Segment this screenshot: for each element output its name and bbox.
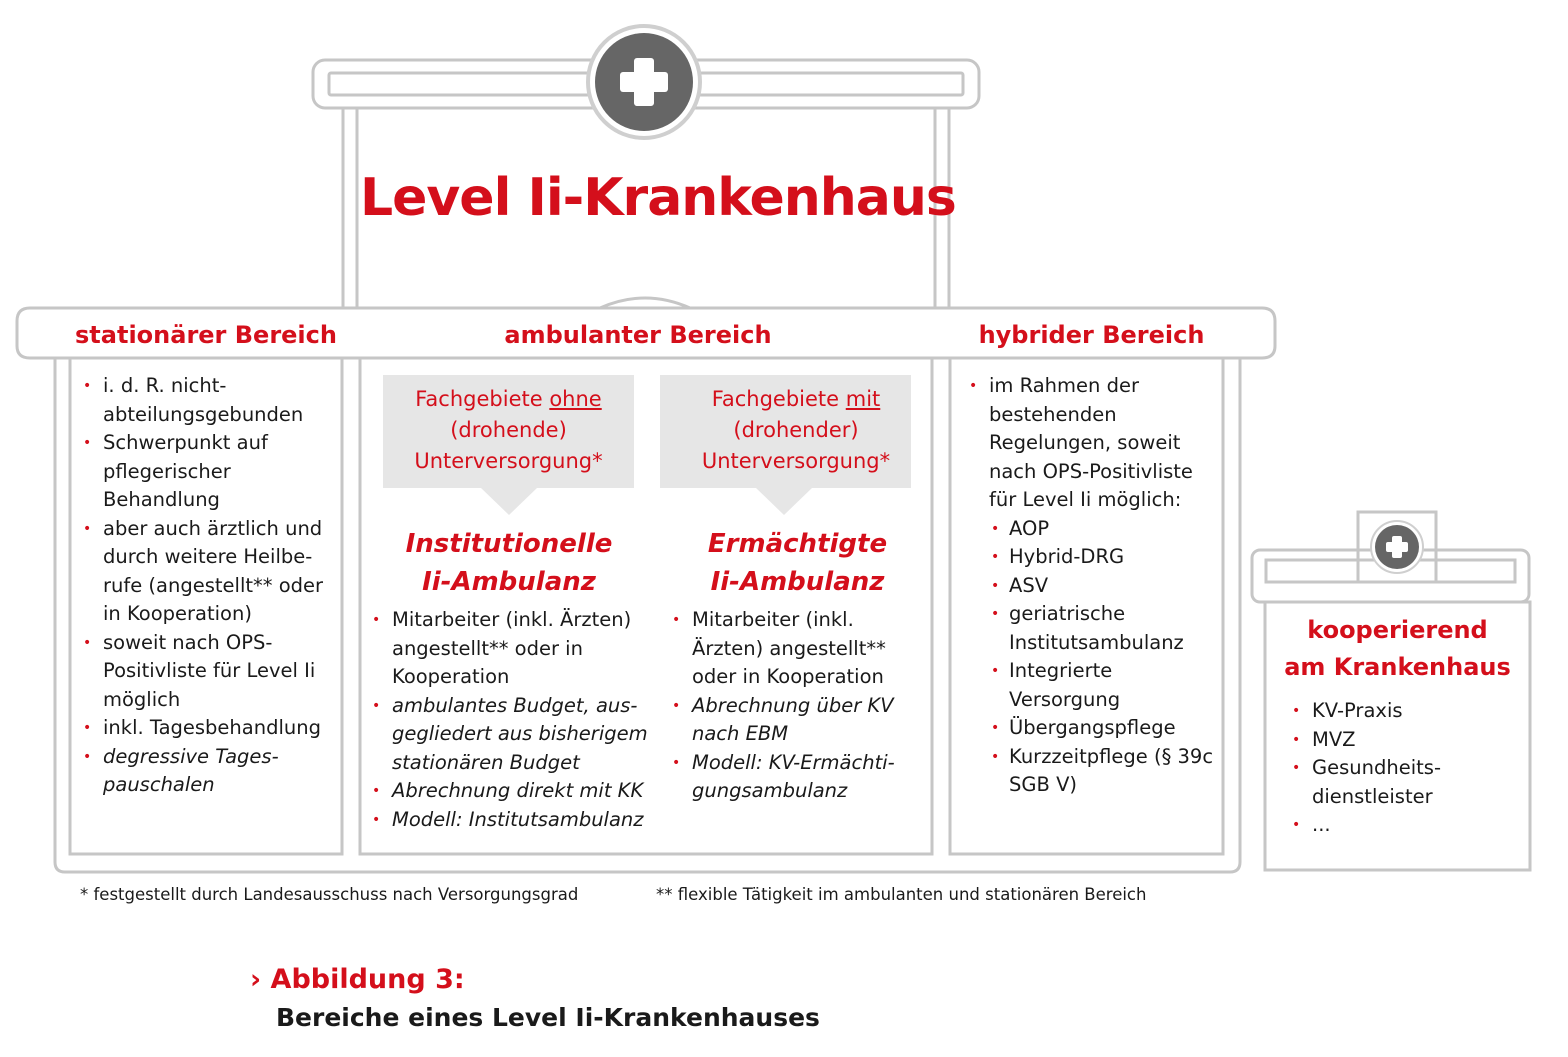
hybrid-item: • ASV xyxy=(987,572,1220,601)
ambulanz-right-item: • Abrechnung über KV nach EBM xyxy=(668,692,908,749)
stationary-content xyxy=(79,372,341,800)
stationary-item: • degressive Tages-pauschalen xyxy=(79,743,341,800)
ambulanz-left-title-line1: Institutionelle xyxy=(405,529,613,559)
cross-icon-small xyxy=(1371,521,1423,573)
cooperating-list xyxy=(1288,697,1520,840)
footnote-one: * festgestellt durch Landesausschuss nach Versorgungsgrad xyxy=(80,885,579,904)
hybrid-intro: • im Rahmen der bestehenden Regelungen, soweit nach OPS-Positivliste für Level Ii möglich: xyxy=(965,372,1220,515)
ambulanz-right-title-line1: Ermächtigte xyxy=(707,529,888,559)
hybrid-item: • geriatrische Institutsambulanz xyxy=(987,600,1220,657)
stationary-item: • aber auch ärztlich und durch weitere Heilbe-rufe (angestellt** oder in Kooperation) xyxy=(79,515,341,629)
page-title: Level Ii-Krankenhaus xyxy=(360,168,956,228)
ambulanz-left-item: • Abrechnung direkt mit KK xyxy=(368,777,660,806)
ambulanz-left-item: • ambulantes Budget, aus-gegliedert aus bisherigem stationären Budget xyxy=(368,692,660,778)
heading-cooperating-line2: am Krankenhaus xyxy=(1284,653,1511,681)
ambulanz-left-item: • Modell: Institutsambulanz xyxy=(368,806,660,835)
callout-right-post: (drohender) Unterversorgung* xyxy=(701,418,891,473)
stationary-item: • inkl. Tagesbehandlung xyxy=(79,714,341,743)
callout-left xyxy=(383,384,634,477)
callout-left-underlined: ohne xyxy=(549,387,602,411)
hybrid-item: • AOP xyxy=(987,515,1220,544)
cooperating-item: • Gesundheits-dienstleister xyxy=(1288,754,1520,811)
callout-right xyxy=(660,384,932,477)
stationary-list xyxy=(79,372,341,800)
ambulanz-right-list xyxy=(668,606,908,806)
callout-right-pre: Fachgebiete xyxy=(711,387,846,411)
hybrid-item: • Hybrid-DRG xyxy=(987,543,1220,572)
cooperating-item: • MVZ xyxy=(1288,726,1520,755)
stationary-item: • i. d. R. nicht-abteilungsgebunden xyxy=(79,372,341,429)
ambulanz-right-title-line2: Ii-Ambulanz xyxy=(710,567,885,597)
callout-left-pre: Fachgebiete xyxy=(415,387,550,411)
cooperating-content xyxy=(1288,697,1520,840)
hybrid-list xyxy=(987,515,1220,800)
hybrid-item: • Übergangspflege xyxy=(987,714,1220,743)
heading-ambulant: ambulanter Bereich xyxy=(504,321,772,349)
cooperating-item: • KV-Praxis xyxy=(1288,697,1520,726)
cross-icon xyxy=(588,26,700,138)
ambulanz-right-content xyxy=(668,606,908,806)
heading-hybrid: hybrider Bereich xyxy=(978,321,1205,349)
ambulanz-left-list xyxy=(368,606,660,834)
callout-right-underlined: mit xyxy=(845,387,881,411)
caption-label xyxy=(250,964,465,995)
footnote-two: ** flexible Tätigkeit im ambulanten und stationären Bereich xyxy=(656,885,1147,904)
ambulanz-left-item: • Mitarbeiter (inkl. Ärzten) angestellt** oder in Kooperation xyxy=(368,606,660,692)
stationary-item: • Schwerpunkt auf pflegerischer Behandlung xyxy=(79,429,341,515)
hybrid-intro-list xyxy=(965,372,1220,515)
hybrid-item: • Integrierte Versorgung xyxy=(987,657,1220,714)
ambulanz-right-title xyxy=(655,525,940,601)
caption-label-text: Abbildung 3: xyxy=(270,964,465,995)
ambulanz-right-item: • Modell: KV-Ermächti-gungsambulanz xyxy=(668,749,908,806)
heading-cooperating-line1: kooperierend xyxy=(1307,616,1488,644)
ambulanz-right-item: • Mitarbeiter (inkl. Ärzten) angestellt** oder in Kooperation xyxy=(668,606,908,692)
hybrid-content xyxy=(965,372,1220,800)
ambulanz-left-title xyxy=(363,525,655,601)
cooperating-item: • ... xyxy=(1288,811,1520,840)
heading-stationary: stationärer Bereich xyxy=(75,321,337,349)
heading-cooperating xyxy=(1265,612,1530,686)
caption-arrow-icon: › xyxy=(250,964,262,995)
caption-text: Bereiche eines Level Ii-Krankenhauses xyxy=(276,1003,820,1032)
ambulanz-left-title-line2: Ii-Ambulanz xyxy=(422,567,596,597)
callout-left-post: (drohende) Unterversorgung* xyxy=(414,418,603,473)
hybrid-item: • Kurzzeitpflege (§ 39c SGB V) xyxy=(987,743,1220,800)
stationary-item: • soweit nach OPS-Positivliste für Level Ii möglich xyxy=(79,629,341,715)
ambulanz-left-content xyxy=(368,606,660,834)
